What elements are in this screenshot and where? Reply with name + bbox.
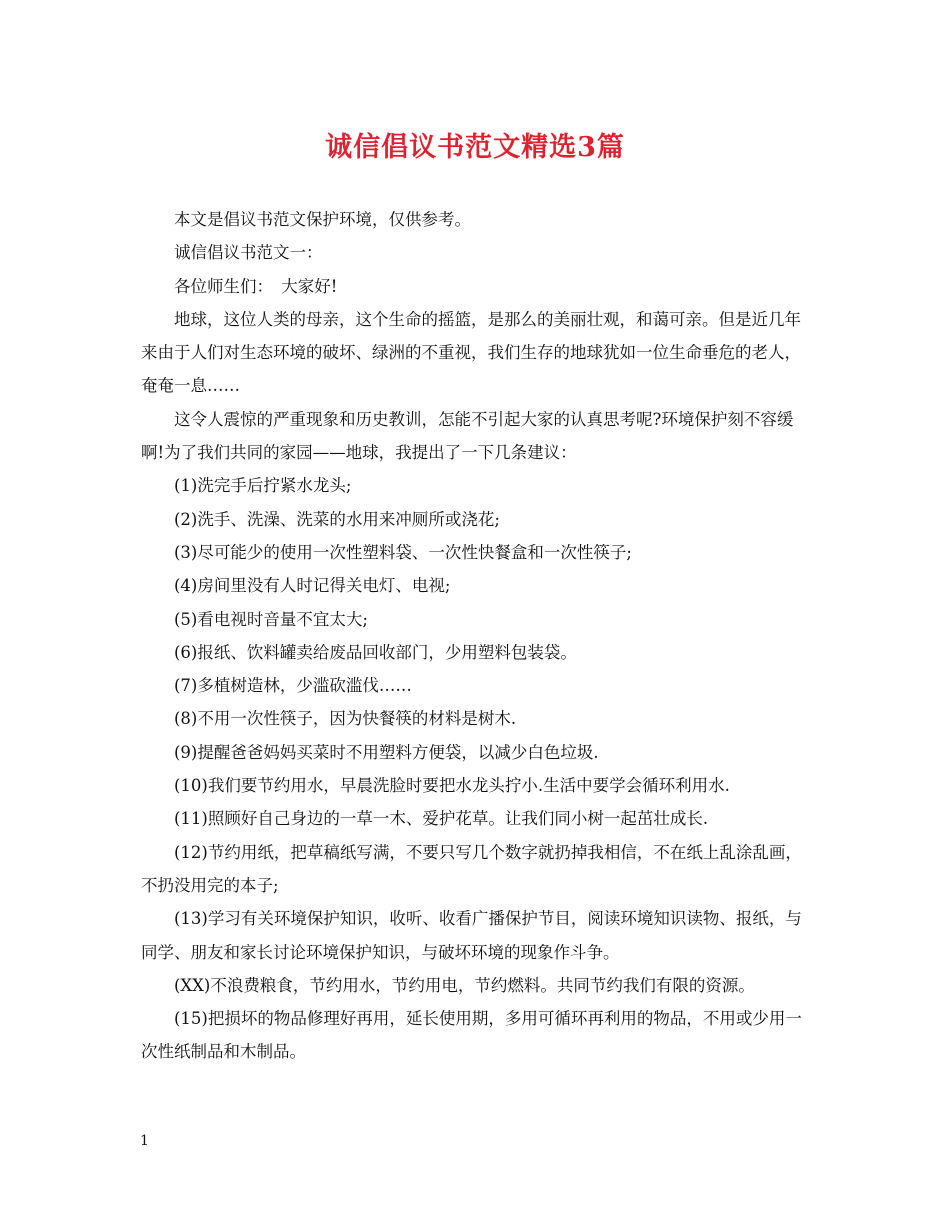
document-body <box>141 203 813 1069</box>
suggestion-item-15: (15)把损坏的物品修理好再用，延长使用期，多用可循环再利用的物品，不用或少用一次性纸制品和木制品。 <box>141 1009 802 1062</box>
suggestion-item-4: (4)房间里没有人时记得关电灯、电视; <box>174 576 451 596</box>
paragraph-greeting: 各位师生们： 大家好! <box>174 276 338 296</box>
suggestion-item-3: (3)尽可能少的使用一次性塑料袋、一次性快餐盒和一次性筷子; <box>174 542 632 562</box>
paragraph-section-heading: 诚信倡议书范文一： <box>174 243 323 263</box>
paragraph-intro: 本文是倡议书范文保护环境，仅供参考。 <box>174 210 471 229</box>
suggestion-item-11: (11)照顾好自己身边的一草一木、爱护花草。让我们同小树一起茁壮成长. <box>174 809 709 829</box>
paragraph-call-to-action: 这令人震惊的严重现象和历史教训，怎能不引起大家的认真思考呢?环境保护刻不容缓啊!为了我们共同的家园——地球，我提出了一下几条建议： <box>141 409 794 463</box>
suggestion-item-2: (2)洗手、洗澡、洗菜的水用来冲厕所或浇花; <box>174 509 500 529</box>
suggestion-item-8: (8)不用一次性筷子，因为快餐筷的材料是树木. <box>174 709 517 729</box>
paragraph-earth: 地球，这位人类的母亲，这个生命的摇篮，是那么的美丽壮观，和蔼可亲。但是近几年来由于人们对生态环境的破坏、绿洲的不重视，我们生存的地球犹如一位生命垂危的老人，奄奄一息…… <box>141 309 801 396</box>
suggestion-item-5: (5)看电视时音量不宜太大; <box>174 609 368 629</box>
suggestion-item-9: (9)提醒爸爸妈妈买菜时不用塑料方便袋，以减少白色垃圾. <box>174 742 599 762</box>
document-title: 诚信倡议书范文精选3篇 <box>325 132 625 163</box>
page-number: 1 <box>140 1133 149 1149</box>
suggestion-item-10: (10)我们要节约用水，早晨洗脸时要把水龙头拧小.生活中要学会循环利用水. <box>174 776 730 796</box>
suggestion-item-14: (XX)不浪费粮食，节约用水，节约用电，节约燃料。共同节约我们有限的资源。 <box>174 975 755 995</box>
suggestion-item-6: (6)报纸、饮料罐卖给废品回收部门，少用塑料包装袋。 <box>174 642 577 662</box>
suggestion-item-12: (12)节约用纸，把草稿纸写满，不要只写几个数字就扔掉我相信，不在纸上乱涂乱画，不扔没用完的本子; <box>141 842 802 895</box>
suggestion-item-1: (1)洗完手后拧紧水龙头; <box>174 476 352 496</box>
suggestion-item-7: (7)多植树造林，少滥砍滥伐…… <box>174 676 412 696</box>
suggestion-item-13: (13)学习有关环境保护知识，收听、收看广播保护节目，阅读环境知识读物、报纸，与同学、朋友和家长讨论环境保护知识，与破坏环境的现象作斗争。 <box>141 909 802 962</box>
